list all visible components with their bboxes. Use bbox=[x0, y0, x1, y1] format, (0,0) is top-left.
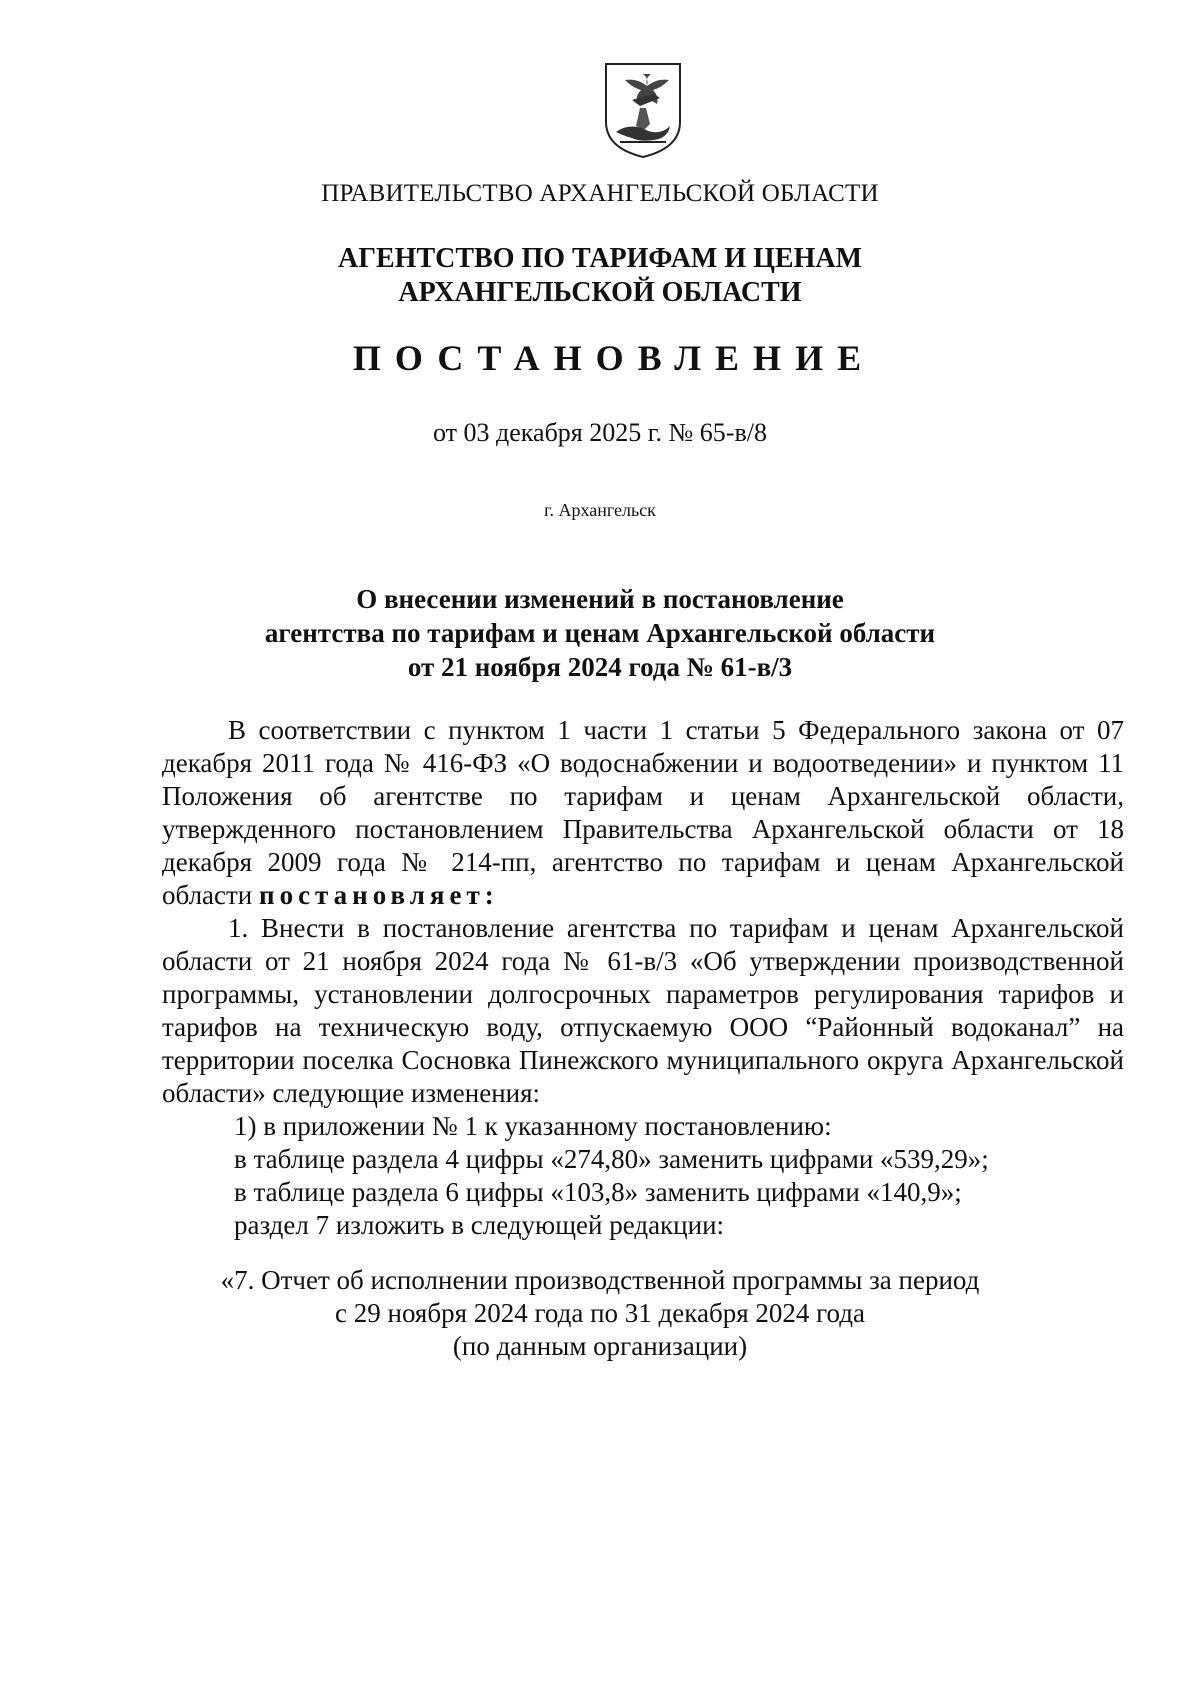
document-date-number: от 03 декабря 2025 г. № 65-в/8 bbox=[433, 418, 767, 447]
coat-of-arms-emblem bbox=[602, 60, 684, 160]
agency-line-2: АРХАНГЕЛЬСКОЙ ОБЛАСТИ bbox=[398, 277, 802, 308]
agency-name bbox=[0, 242, 1200, 310]
subitem-1: 1) в приложении № 1 к указанному постановлению: bbox=[234, 1111, 832, 1141]
section-7-line-2: с 29 ноября 2024 года по 31 декабря 2024 года bbox=[335, 1298, 865, 1328]
agency-line-1: АГЕНТСТВО ПО ТАРИФАМ И ЦЕНАМ bbox=[337, 243, 863, 274]
preamble-text: В соответствии с пунктом 1 части 1 статьи 5 Федерального закона от 07 декабря 2011 года № 416-ФЗ «О водоснабжении и водоотведении» и пунктом 11 Положения об агентстве по тарифам и ценам Архангельской области, утвержденного постановлением Правительства Архангельской области от 18 декабря 2009 года № 214-пп, агентство по тарифам и ценам Архангельской области bbox=[162, 715, 1124, 910]
document-subject bbox=[0, 582, 1200, 684]
preamble-paragraph bbox=[162, 714, 1124, 912]
decides-word: постановляет: bbox=[259, 880, 499, 910]
subject-line-3: от 21 ноября 2024 года № 61-в/3 bbox=[407, 652, 793, 682]
document-city: г. Архангельск bbox=[544, 500, 656, 520]
item-1-paragraph: 1. Внести в постановление агентства по тарифам и ценам Архангельской области от 21 ноября 2024 года № 61-в/3 «Об утверждении производственной программы, установлении долгосрочных параметров регулирования тарифов и тарифов на техническую воду, отпускаемую ООО “Районный водоканал” на территории поселка Сосновка Пинежского муниципального округа Архангельской области» следующие изменения: bbox=[162, 913, 1124, 1108]
government-name: ПРАВИТЕЛЬСТВО АРХАНГЕЛЬСКОЙ ОБЛАСТИ bbox=[321, 180, 879, 207]
document-type: ПОСТАНОВЛЕНИЕ bbox=[352, 338, 876, 378]
subitem-section-7: раздел 7 изложить в следующей редакции: bbox=[234, 1210, 725, 1240]
subitem-table-6: в таблице раздела 6 цифры «103,8» заменить цифрами «140,9»; bbox=[234, 1177, 962, 1207]
document-body bbox=[162, 714, 1124, 1242]
section-7-title bbox=[0, 1264, 1200, 1363]
section-7-line-1: «7. Отчет об исполнении производственной программы за период bbox=[220, 1265, 980, 1295]
subject-line-2: агентства по тарифам и ценам Архангельской области bbox=[264, 618, 936, 648]
subject-line-1: О внесении изменений в постановление bbox=[356, 584, 844, 614]
subitem-table-4: в таблице раздела 4 цифры «274,80» заменить цифрами «539,29»; bbox=[234, 1144, 989, 1174]
section-7-line-3: (по данным организации) bbox=[452, 1331, 748, 1361]
